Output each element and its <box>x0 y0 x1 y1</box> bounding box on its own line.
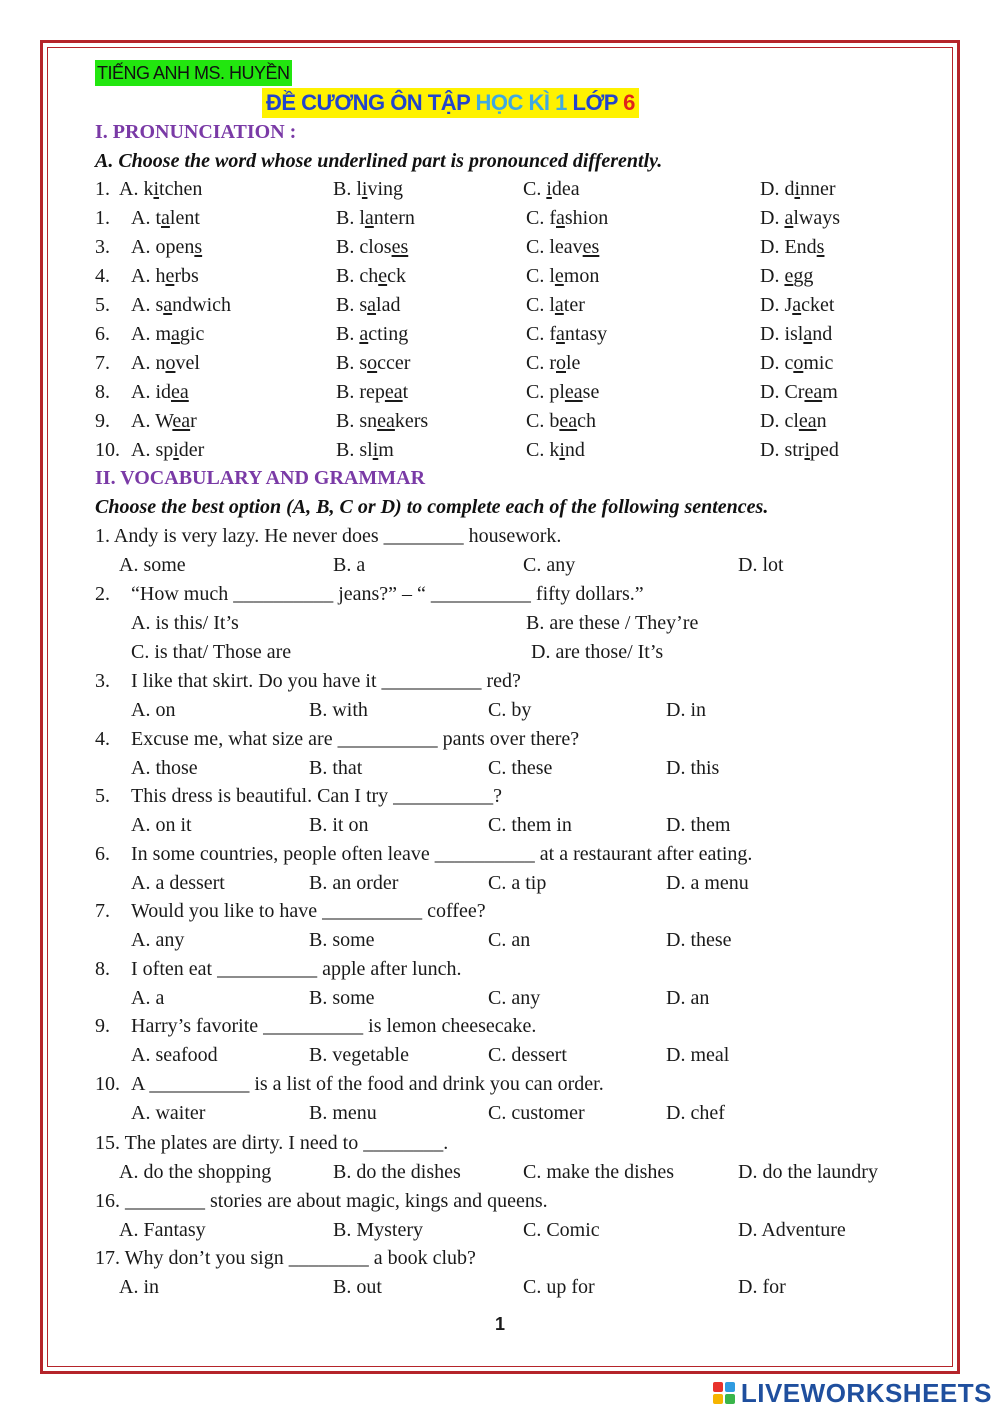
option-b[interactable]: B. that <box>309 757 363 779</box>
item-number: 6. <box>95 323 110 345</box>
liveworksheets-logo-icon <box>713 1382 735 1404</box>
item-number: 1. <box>95 207 110 229</box>
option-text: D. str <box>760 439 805 461</box>
option-d[interactable]: D. Adventure <box>738 1219 846 1241</box>
underlined-part: ea <box>804 381 823 403</box>
question-number: 9. <box>95 1015 110 1037</box>
option-text: C. f <box>526 207 556 229</box>
option-a[interactable] <box>131 236 202 259</box>
option-text: D. J <box>760 294 793 316</box>
option-c[interactable]: C. up for <box>523 1276 595 1298</box>
option-text: cket <box>801 294 835 316</box>
watermark-text: LIVEWORKSHEETS <box>740 1377 992 1408</box>
underlined-part: ea <box>564 381 583 403</box>
option-d[interactable] <box>760 236 824 259</box>
option-b[interactable]: B. Mystery <box>333 1219 423 1241</box>
option-text: rbs <box>174 265 199 287</box>
item-number: 9. <box>95 410 110 432</box>
option-c[interactable] <box>523 178 580 201</box>
question-number: 6. <box>95 843 110 865</box>
option-text: ccer <box>377 352 411 374</box>
option-d[interactable] <box>760 294 834 317</box>
underlined-part: es <box>391 236 409 258</box>
item-number: 10. <box>95 439 120 461</box>
underlined-part: a <box>161 207 170 229</box>
question-9: Harry’s favorite __________ is lemon cheesecake. <box>131 1015 537 1037</box>
option-d[interactable] <box>760 323 832 346</box>
underlined-part: i <box>546 178 552 200</box>
option-text: A. id <box>131 381 171 403</box>
question-10: A __________ is a list of the food and drink you can order. <box>131 1073 604 1095</box>
option-d[interactable]: D. them <box>666 814 731 836</box>
option-b[interactable] <box>336 294 400 317</box>
question-17: 17. Why don’t you sign ________ a book club? <box>95 1247 476 1269</box>
option-text: ped <box>810 439 839 461</box>
option-text: C. f <box>526 323 556 345</box>
underlined-part: a <box>792 294 802 316</box>
option-c[interactable] <box>526 265 599 288</box>
option-a[interactable] <box>131 381 189 404</box>
underlined-part: ea <box>384 381 403 403</box>
option-text: D. Cr <box>760 381 805 403</box>
option-b[interactable]: B. an order <box>309 872 399 894</box>
option-text: B. rep <box>336 381 385 403</box>
option-b[interactable] <box>336 207 415 230</box>
option-c[interactable] <box>526 410 596 433</box>
option-text: C. k <box>526 439 560 461</box>
option-text: ntasy <box>564 323 608 345</box>
option-text: shion <box>564 207 609 229</box>
question-8: I often eat __________ apple after lunch. <box>131 958 462 980</box>
option-a[interactable]: A. on it <box>131 814 192 836</box>
option-d[interactable]: D. these <box>666 929 732 951</box>
option-a[interactable] <box>131 265 199 288</box>
question-number: 8. <box>95 958 110 980</box>
option-b[interactable]: B. out <box>333 1276 382 1298</box>
option-text: B. l <box>336 207 365 229</box>
underlined-part: a <box>554 294 564 316</box>
option-c[interactable]: C. a tip <box>488 872 547 894</box>
option-text: D. d <box>760 178 795 200</box>
title-part-3: LỚP <box>572 90 624 115</box>
option-d[interactable] <box>760 178 836 201</box>
option-text: ntern <box>373 207 415 229</box>
item-number: 4. <box>95 265 110 287</box>
option-text: kers <box>394 410 429 432</box>
option-text: t <box>402 381 409 403</box>
option-c[interactable]: C. any <box>488 987 541 1009</box>
option-text: A. n <box>131 352 166 374</box>
question-1: 1. Andy is very lazy. He never does ________ housework. <box>95 525 562 547</box>
option-c[interactable]: C. them in <box>488 814 572 836</box>
option-text: nd <box>564 439 585 461</box>
option-text: der <box>178 439 205 461</box>
option-text: D. cl <box>760 410 799 432</box>
option-text: gg <box>793 265 814 287</box>
option-d[interactable]: D. meal <box>666 1044 730 1066</box>
option-b[interactable] <box>333 178 403 201</box>
option-d[interactable]: D. for <box>738 1276 786 1298</box>
question-15: 15. The plates are dirty. I need to ________. <box>95 1132 449 1154</box>
option-d[interactable] <box>760 265 813 288</box>
option-d[interactable]: D. chef <box>666 1102 725 1124</box>
option-text: ter <box>563 294 585 316</box>
option-text: D. End <box>760 236 817 258</box>
question-4: Excuse me, what size are __________ pants over there? <box>131 728 580 750</box>
option-text: nd <box>812 323 833 345</box>
item-number: 1. <box>95 178 110 200</box>
option-c[interactable]: C. make the dishes <box>523 1161 675 1183</box>
option-text: gic <box>179 323 205 345</box>
underlined-part: a <box>556 323 565 345</box>
underlined-part: i <box>804 439 811 461</box>
underlined-part: a <box>359 323 369 345</box>
question-2-number: 2. <box>95 583 110 605</box>
title-part-4: 6 <box>623 90 635 115</box>
option-a[interactable]: A. some <box>119 554 186 576</box>
option-d[interactable]: D. in <box>666 699 706 721</box>
option-d[interactable] <box>760 207 840 230</box>
option-a[interactable] <box>119 178 202 201</box>
option-text: lad <box>376 294 401 316</box>
option-text: cting <box>368 323 409 345</box>
question-3: I like that skirt. Do you have it __________ red? <box>131 670 521 692</box>
option-text: mic <box>803 352 834 374</box>
option-text: D. c <box>760 352 794 374</box>
option-text: B. sn <box>336 410 378 432</box>
option-text: D. <box>760 207 785 229</box>
option-d[interactable]: D. this <box>666 757 720 779</box>
underlined-part: ea <box>377 410 395 432</box>
underlined-part: i <box>794 178 801 200</box>
section-1-heading: I. PRONUNCIATION : <box>95 121 297 143</box>
question-number: 7. <box>95 900 110 922</box>
underlined-part: es <box>582 236 600 258</box>
option-c[interactable] <box>526 236 599 259</box>
option-text: C. l <box>526 294 555 316</box>
option-text: A. open <box>131 236 195 258</box>
option-b[interactable]: B. do the dishes <box>333 1161 461 1183</box>
option-text: n <box>816 410 827 432</box>
option-text: se <box>582 381 600 403</box>
option-text: lways <box>793 207 841 229</box>
option-text: ving <box>367 178 404 200</box>
underlined-part: e <box>378 265 388 287</box>
option-c[interactable] <box>526 294 585 317</box>
title-part-2: HỌC KÌ 1 <box>475 90 573 115</box>
option-a[interactable] <box>131 323 204 346</box>
underlined-part: a <box>367 294 377 316</box>
option-a[interactable]: A. Fantasy <box>119 1219 206 1241</box>
option-text: B. s <box>336 294 368 316</box>
page-number: 1 <box>494 1314 505 1334</box>
underlined-part: i <box>372 439 379 461</box>
underlined-part: ea <box>171 381 189 403</box>
option-b[interactable] <box>336 265 406 288</box>
underlined-part: a <box>163 294 173 316</box>
option-c[interactable]: C. customer <box>488 1102 585 1124</box>
underlined-part: o <box>367 352 378 374</box>
option-text: m <box>378 439 394 461</box>
option-text: B. <box>336 323 360 345</box>
question-number: 3. <box>95 670 110 692</box>
option-text: C. pl <box>526 381 565 403</box>
section-2-heading: II. VOCABULARY AND GRAMMAR <box>95 467 426 489</box>
option-a[interactable]: A. a <box>131 987 165 1009</box>
question-2: “How much __________ jeans?” – “ __________ fifty dollars.” <box>131 583 644 605</box>
option-a[interactable]: A. on <box>131 699 176 721</box>
option-d[interactable]: D. an <box>666 987 710 1009</box>
option-text: A. W <box>131 410 173 432</box>
option-text: B. l <box>333 178 362 200</box>
underlined-part: ea <box>559 410 578 432</box>
option-a[interactable]: A. those <box>131 757 198 779</box>
option-text: D. <box>760 265 785 287</box>
brand-label: TIẾNG ANH MS. HUYỀN <box>95 60 292 86</box>
option-b[interactable]: B. some <box>309 929 375 951</box>
underlined-part: o <box>165 352 176 374</box>
option-c[interactable]: C. any <box>523 554 576 576</box>
liveworksheets-watermark <box>713 1378 992 1408</box>
option-d[interactable] <box>760 439 839 462</box>
option-b[interactable] <box>336 439 394 462</box>
underlined-part: a <box>784 207 794 229</box>
option-a[interactable] <box>131 207 200 230</box>
option-b[interactable]: B. a <box>333 554 366 576</box>
question-number: 10. <box>95 1073 120 1095</box>
option-c[interactable]: C. an <box>488 929 531 951</box>
underlined-part: a <box>364 207 374 229</box>
option-c[interactable] <box>526 381 599 404</box>
option-d[interactable] <box>760 410 827 433</box>
underlined-part: ea <box>172 410 191 432</box>
option-a[interactable] <box>131 410 197 433</box>
option-b[interactable]: B. some <box>309 987 375 1009</box>
document-title <box>262 88 639 118</box>
option-text: D. isl <box>760 323 804 345</box>
option-a[interactable]: A. do the shopping <box>119 1161 272 1183</box>
option-d[interactable]: D. are those/ It’s <box>531 641 664 663</box>
option-text: C. <box>523 178 547 200</box>
item-number: 5. <box>95 294 110 316</box>
option-text: m <box>822 381 838 403</box>
option-b[interactable]: B. are these / They’re <box>526 612 699 634</box>
option-d[interactable]: D. lot <box>738 554 784 576</box>
option-text: dea <box>551 178 580 200</box>
question-number: 4. <box>95 728 110 750</box>
underlined-part: i <box>361 178 368 200</box>
option-a[interactable] <box>131 439 204 462</box>
option-text: A. s <box>131 294 164 316</box>
option-text: C. b <box>526 410 560 432</box>
option-b[interactable]: B. menu <box>309 1102 377 1124</box>
underlined-part: o <box>793 352 804 374</box>
option-text: r <box>190 410 197 432</box>
option-a[interactable]: A. any <box>131 929 185 951</box>
option-text: A. t <box>131 207 161 229</box>
underlined-part: e <box>784 265 794 287</box>
underlined-part: o <box>556 352 566 374</box>
option-d[interactable] <box>760 352 833 375</box>
option-c[interactable]: C. Comic <box>523 1219 600 1241</box>
item-number: 8. <box>95 381 110 403</box>
option-text: B. sl <box>336 439 373 461</box>
option-d[interactable]: D. do the laundry <box>738 1161 878 1183</box>
option-b[interactable] <box>336 381 408 404</box>
option-text: vel <box>175 352 200 374</box>
title-part-1: ĐỀ CƯƠNG ÔN TẬP <box>266 90 476 115</box>
option-b[interactable] <box>336 236 408 259</box>
underlined-part: e <box>554 265 564 287</box>
option-text: A. h <box>131 265 166 287</box>
option-b[interactable] <box>336 410 428 433</box>
option-a[interactable] <box>131 294 231 317</box>
option-d[interactable] <box>760 381 838 404</box>
option-text: C. r <box>526 352 556 374</box>
option-text: tchen <box>159 178 203 200</box>
option-a[interactable] <box>131 352 200 375</box>
option-text: B. clos <box>336 236 392 258</box>
option-text: B. s <box>336 352 368 374</box>
option-a[interactable]: A. is this/ It’s <box>131 612 239 634</box>
underlined-part: i <box>173 439 179 461</box>
option-d[interactable]: D. a menu <box>666 872 749 894</box>
option-b[interactable]: B. with <box>309 699 368 721</box>
option-text: nner <box>800 178 836 200</box>
option-text: ch <box>577 410 596 432</box>
option-text: le <box>566 352 581 374</box>
option-text: ck <box>387 265 406 287</box>
option-c[interactable]: C. is that/ Those are <box>131 641 292 663</box>
option-text: C. leav <box>526 236 583 258</box>
option-b[interactable] <box>336 323 408 346</box>
option-a[interactable]: A. waiter <box>131 1102 206 1124</box>
question-7: Would you like to have __________ coffee? <box>131 900 486 922</box>
option-c[interactable] <box>526 207 608 230</box>
underlined-part: i <box>559 439 565 461</box>
underlined-part: s <box>194 236 203 258</box>
option-a[interactable]: A. a dessert <box>131 872 225 894</box>
underlined-part: a <box>556 207 565 229</box>
option-a[interactable]: A. in <box>119 1276 159 1298</box>
underlined-part: i <box>153 178 160 200</box>
option-text: A. k <box>119 178 154 200</box>
option-c[interactable] <box>526 323 607 346</box>
option-b[interactable]: B. it on <box>309 814 369 836</box>
question-number: 5. <box>95 785 110 807</box>
underlined-part: s <box>816 236 825 258</box>
question-16: 16. ________ stories are about magic, kings and queens. <box>95 1190 548 1212</box>
option-a[interactable]: A. seafood <box>131 1044 218 1066</box>
option-c[interactable]: C. these <box>488 757 553 779</box>
section-2-instruction: Choose the best option (A, B, C or D) to complete each of the following sentences. <box>95 496 769 518</box>
option-b[interactable]: B. vegetable <box>309 1044 409 1066</box>
item-number: 7. <box>95 352 110 374</box>
underlined-part: ea <box>798 410 817 432</box>
item-number: 3. <box>95 236 110 258</box>
option-text: C. l <box>526 265 555 287</box>
option-c[interactable]: C. by <box>488 699 532 721</box>
underlined-part: e <box>165 265 175 287</box>
option-c[interactable]: C. dessert <box>488 1044 567 1066</box>
option-text: B. ch <box>336 265 379 287</box>
option-c[interactable] <box>526 352 580 375</box>
option-c[interactable] <box>526 439 585 462</box>
question-6: In some countries, people often leave __________ at a restaurant after eating. <box>131 843 753 865</box>
question-5: This dress is beautiful. Can I try __________? <box>131 785 503 807</box>
underlined-part: a <box>171 323 180 345</box>
option-text: mon <box>563 265 600 287</box>
underlined-part: a <box>803 323 813 345</box>
option-text: ndwich <box>172 294 232 316</box>
option-b[interactable] <box>336 352 410 375</box>
option-text: A. sp <box>131 439 174 461</box>
section-1-instruction: A. Choose the word whose underlined part is pronounced differently. <box>95 150 663 172</box>
option-text: lent <box>169 207 200 229</box>
option-text: A. m <box>131 323 171 345</box>
